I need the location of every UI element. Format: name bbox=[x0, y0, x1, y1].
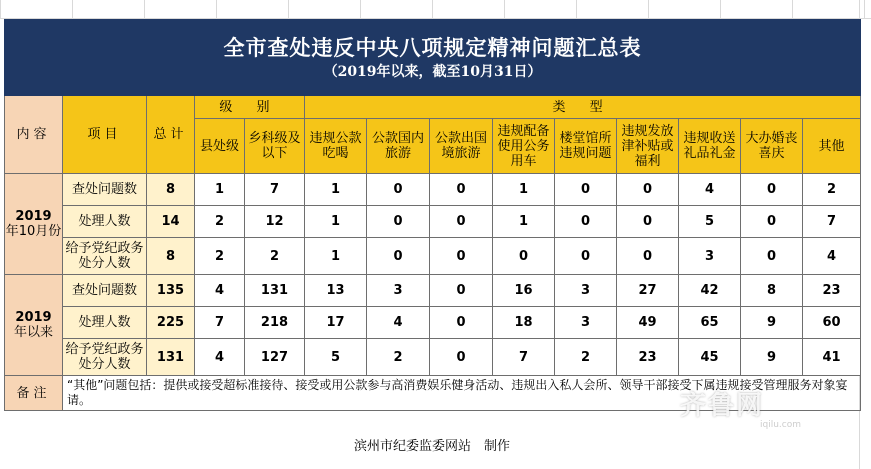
table-cell: 0 bbox=[430, 238, 493, 275]
column-header: 楼堂馆所违规问题 bbox=[555, 119, 617, 174]
table-title: 全市查处违反中央八项规定精神问题汇总表 bbox=[223, 34, 642, 60]
table-cell: 2 bbox=[195, 206, 245, 238]
row-item-label: 查处问题数 bbox=[63, 275, 147, 307]
table-row bbox=[5, 275, 861, 307]
table-cell: 7 bbox=[803, 206, 861, 238]
table-cell: 4 bbox=[803, 238, 861, 275]
column-header: 违规配备使用公务用车 bbox=[493, 119, 555, 174]
period-label bbox=[5, 174, 63, 275]
table-cell: 5 bbox=[679, 206, 741, 238]
table-cell: 12 bbox=[245, 206, 305, 238]
header-zongji: 总计 bbox=[147, 96, 195, 174]
table-cell: 16 bbox=[493, 275, 555, 307]
table-cell: 45 bbox=[679, 339, 741, 376]
table-row bbox=[5, 307, 861, 339]
table-row bbox=[5, 238, 861, 275]
table-cell: 0 bbox=[493, 238, 555, 275]
period-year: 2019 bbox=[15, 310, 52, 325]
table-cell: 0 bbox=[555, 206, 617, 238]
note-label: 备注 bbox=[5, 376, 63, 411]
table-title-banner bbox=[5, 20, 861, 96]
table-cell: 0 bbox=[617, 174, 679, 206]
table-cell: 5 bbox=[305, 339, 367, 376]
row-total: 8 bbox=[147, 174, 195, 206]
column-header: 违规发放津补贴或福利 bbox=[617, 119, 679, 174]
period-rest: 年10月份 bbox=[5, 224, 62, 239]
table-cell: 0 bbox=[555, 238, 617, 275]
table-cell: 3 bbox=[679, 238, 741, 275]
table-cell: 3 bbox=[555, 307, 617, 339]
table-cell: 0 bbox=[617, 238, 679, 275]
table-cell: 0 bbox=[617, 206, 679, 238]
table-cell: 127 bbox=[245, 339, 305, 376]
header-xiangmu: 项目 bbox=[63, 96, 147, 174]
column-header: 其他 bbox=[803, 119, 861, 174]
table-cell: 41 bbox=[803, 339, 861, 376]
table-cell: 2 bbox=[367, 339, 430, 376]
table-cell: 0 bbox=[367, 238, 430, 275]
table-cell: 0 bbox=[430, 275, 493, 307]
header-neirong: 内容 bbox=[5, 96, 63, 174]
table-cell: 4 bbox=[679, 174, 741, 206]
table-cell: 1 bbox=[493, 174, 555, 206]
table-cell: 2 bbox=[555, 339, 617, 376]
period-label bbox=[5, 275, 63, 376]
table-cell: 4 bbox=[195, 275, 245, 307]
table-cell: 0 bbox=[741, 238, 803, 275]
period-rest: 年以来 bbox=[13, 325, 53, 340]
spreadsheet-grid bbox=[0, 0, 871, 19]
table-cell: 7 bbox=[493, 339, 555, 376]
table-cell: 0 bbox=[741, 174, 803, 206]
table-cell: 9 bbox=[741, 339, 803, 376]
table-cell: 23 bbox=[803, 275, 861, 307]
table-row bbox=[5, 339, 861, 376]
table-cell: 2 bbox=[195, 238, 245, 275]
watermark-logo: 齐鲁网 bbox=[680, 391, 765, 421]
table-cell: 0 bbox=[555, 174, 617, 206]
table-cell: 60 bbox=[803, 307, 861, 339]
period-year: 2019 bbox=[15, 209, 52, 224]
row-item-label: 给予党纪政务处分人数 bbox=[63, 339, 147, 376]
row-item-label: 查处问题数 bbox=[63, 174, 147, 206]
column-header: 违规公款吃喝 bbox=[305, 119, 367, 174]
row-item-label: 处理人数 bbox=[63, 206, 147, 238]
table-cell: 17 bbox=[305, 307, 367, 339]
table-cell: 218 bbox=[245, 307, 305, 339]
note-text: “其他”问题包括：提供或接受超标准接待、接受或用公款参与高消费娱乐健身活动、违规出入私人会所、领导干部接受下属违规接受管理服务对象宴请。 bbox=[63, 376, 861, 411]
table-cell: 23 bbox=[617, 339, 679, 376]
table-cell: 1 bbox=[305, 206, 367, 238]
column-header: 大办婚丧喜庆 bbox=[741, 119, 803, 174]
row-total: 135 bbox=[147, 275, 195, 307]
column-header: 违规收送礼品礼金 bbox=[679, 119, 741, 174]
row-total: 8 bbox=[147, 238, 195, 275]
table-cell: 18 bbox=[493, 307, 555, 339]
row-total: 14 bbox=[147, 206, 195, 238]
table-cell: 2 bbox=[803, 174, 861, 206]
table-cell: 131 bbox=[245, 275, 305, 307]
table-cell: 1 bbox=[195, 174, 245, 206]
column-header: 乡科级及以下 bbox=[245, 119, 305, 174]
table-cell: 13 bbox=[305, 275, 367, 307]
table-cell: 8 bbox=[741, 275, 803, 307]
table-cell: 0 bbox=[367, 206, 430, 238]
table-cell: 1 bbox=[305, 238, 367, 275]
table-cell: 4 bbox=[367, 307, 430, 339]
table-cell: 0 bbox=[430, 206, 493, 238]
table-cell: 7 bbox=[245, 174, 305, 206]
row-item-label: 处理人数 bbox=[63, 307, 147, 339]
column-header: 公款国内旅游 bbox=[367, 119, 430, 174]
table-cell: 7 bbox=[195, 307, 245, 339]
column-header: 公款出国境旅游 bbox=[430, 119, 493, 174]
row-total: 131 bbox=[147, 339, 195, 376]
table-cell: 4 bbox=[195, 339, 245, 376]
table-cell: 0 bbox=[430, 339, 493, 376]
table-cell: 3 bbox=[555, 275, 617, 307]
table-cell: 0 bbox=[741, 206, 803, 238]
table-row bbox=[5, 174, 861, 206]
table-cell: 3 bbox=[367, 275, 430, 307]
footer-credit: 滨州市纪委监委网站 制作 bbox=[353, 439, 510, 454]
table-cell: 9 bbox=[741, 307, 803, 339]
header-jibie: 级 别 bbox=[195, 96, 305, 119]
summary-table bbox=[4, 19, 861, 411]
table-cell: 1 bbox=[493, 206, 555, 238]
table-cell: 49 bbox=[617, 307, 679, 339]
row-item-label: 给予党纪政务处分人数 bbox=[63, 238, 147, 275]
watermark-url: iqilu.com bbox=[760, 420, 802, 430]
table-cell: 42 bbox=[679, 275, 741, 307]
header-leixing: 类 型 bbox=[305, 96, 861, 119]
table-cell: 0 bbox=[430, 307, 493, 339]
row-total: 225 bbox=[147, 307, 195, 339]
table-cell: 2 bbox=[245, 238, 305, 275]
table-cell: 65 bbox=[679, 307, 741, 339]
table-cell: 0 bbox=[430, 174, 493, 206]
table-cell: 1 bbox=[305, 174, 367, 206]
table-row bbox=[5, 206, 861, 238]
table-subtitle: （2019年以来，截至10月31日） bbox=[323, 63, 542, 80]
table-cell: 27 bbox=[617, 275, 679, 307]
column-header: 县处级 bbox=[195, 119, 245, 174]
table-cell: 0 bbox=[367, 174, 430, 206]
